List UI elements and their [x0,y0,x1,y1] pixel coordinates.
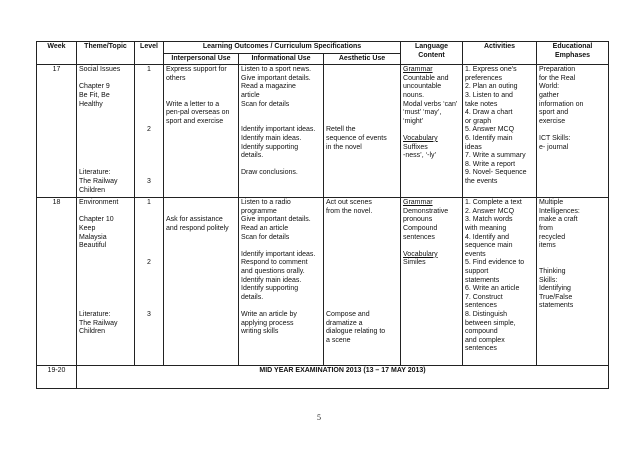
header-week: Week [37,42,77,65]
activities-cell: 1. Express one’s preferences 2. Plan an outing 3. Listen to and take notes 4. Draw a chart or graph 5. Answer MCQ 6. Identify main ideas 7. Write a summary 8. Write a report 9. Novel- Sequence the events [463,65,537,198]
informational-cell: Listen to a radio programme Give important details. Read an article Scan for details Identify important ideas. Respond to comment and questions orally. Identify main ideas. Identify supporting details. Write an article by applying process writing skills [239,198,324,366]
header-language-line1: Language [414,43,449,50]
header-learning-outcomes: Learning Outcomes / Curriculum Specifications [164,42,401,54]
level-cell: 1 2 3 [135,198,164,366]
grammar-text: Demonstrative pronouns Compound sentences [403,207,449,241]
midyear-exam-text: MID YEAR EXAMINATION 2013 (13 – 17 MAY 2013) [77,366,609,389]
header-theme: Theme/Topic [77,42,135,65]
header-activities: Activities [463,42,537,65]
header-level: Level [135,42,164,65]
header-educational-line1: Educational [552,43,593,50]
scheme-of-work-table [36,41,609,389]
midyear-exam-row [37,366,609,389]
table-row [37,198,609,366]
vocabulary-text: Similes [403,259,426,267]
informational-cell: Listen to a sport news. Give important details. Read a magazine article Scan for details Identify important ideas. Identify main ideas. Identify supporting details. Draw conclusions. [239,65,324,198]
header-aesthetic: Aesthetic Use [324,53,401,65]
week-cell: 18 [37,198,77,366]
aesthetic-cell: Act out scenes from the novel. Compose and dramatize a dialogue relating to a scene [324,198,401,366]
table-row [37,65,609,198]
educational-emphases-cell: Multiple Intelligences: make a craft from recycled items Thinking Skills: Identifying True/False statements [537,198,609,366]
header-interpersonal: Interpersonal Use [164,53,239,65]
language-content-cell [401,65,463,198]
educational-emphases-cell: Preparation for the Real World: gather information on sport and exercise ICT Skills: e- journal [537,65,609,198]
interpersonal-cell: Ask for assistance and respond politely [164,198,239,366]
grammar-heading: Grammar [403,66,433,74]
theme-cell: Social Issues Chapter 9 Be Fit, Be Healthy Literature: The Railway Children [77,65,135,198]
header-informational: Informational Use [239,53,324,65]
header-language-line2: Content [418,51,445,59]
activities-cell: 1. Complete a text 2. Answer MCQ 3. Match words with meaning 4. Identify and sequence main events 5. Find evidence to support statements 6. Write an article 7. Construct sentences 8. Distinguish between simple, compound and complex sentences [463,198,537,366]
language-content-cell [401,198,463,366]
week-cell: 19-20 [37,366,77,389]
page-number: 5 [317,413,321,422]
interpersonal-cell: Express support for others Write a letter to a pen-pal overseas on sport and exercise [164,65,239,198]
vocabulary-heading: Vocabulary [403,134,438,142]
vocabulary-text: Suffixes -ness’, ‘-ly’ [403,143,437,160]
grammar-text: Countable and uncountable nouns. Modal verbs ‘can’ ‘must’ ‘may’, ‘might’ [403,74,458,125]
header-row [37,42,609,54]
vocabulary-heading: Vocabulary [403,250,438,258]
level-cell: 1 2 3 [135,65,164,198]
header-educational-line2: Emphases [555,51,591,59]
week-cell: 17 [37,65,77,198]
theme-cell: Environment Chapter 10 Keep Malaysia Beautiful Literature: The Railway Children [77,198,135,366]
aesthetic-cell: Retell the sequence of events in the novel [324,65,401,198]
grammar-heading: Grammar [403,199,433,207]
header-language-content [401,42,463,65]
header-educational-emphases [537,42,609,65]
